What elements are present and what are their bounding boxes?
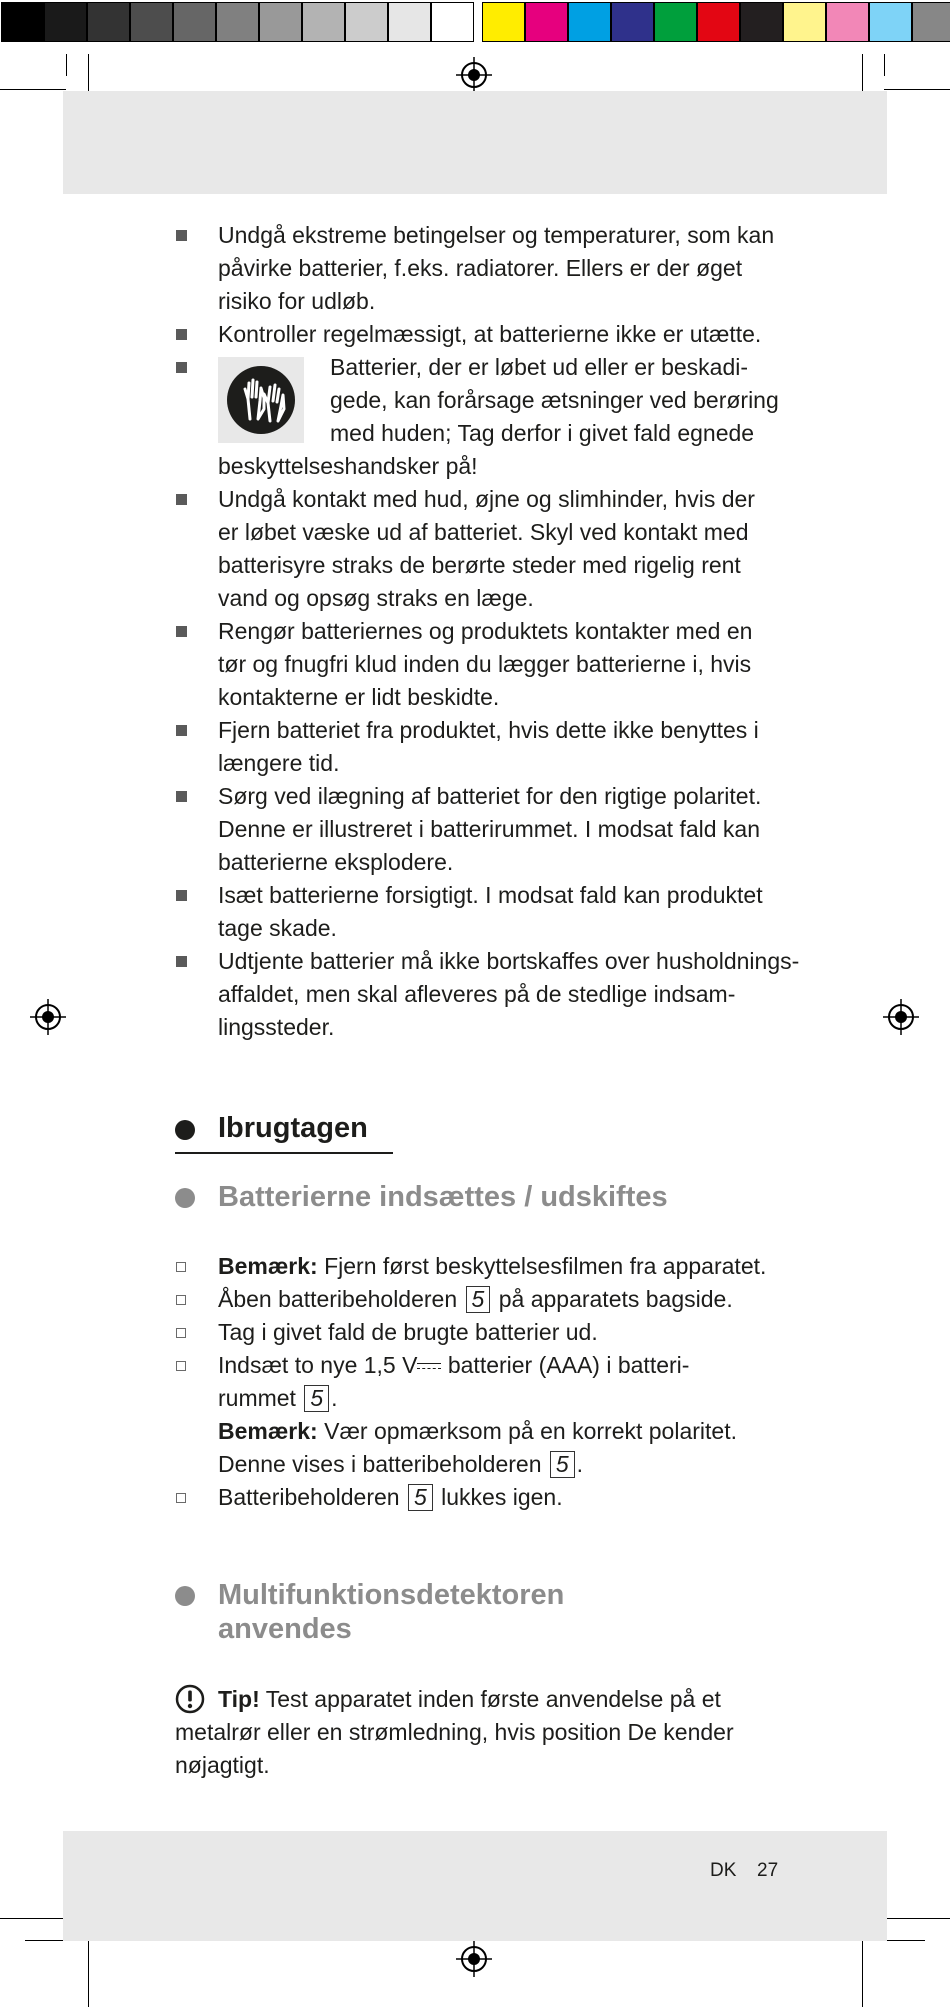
footer-language: DK (710, 1860, 737, 1881)
safety-note-line: risiko for udløb. (218, 288, 376, 314)
section-title-line: Multifunktionsdetektoren (218, 1579, 565, 1611)
bullet-square (176, 329, 187, 340)
note-text: Denne vises i batteribeholderen (218, 1451, 542, 1477)
step-3: Tag i givet fald de brugte batterier ud. (218, 1319, 598, 1345)
bullet-square (176, 230, 187, 241)
step-text: batterier (AAA) i batteri- (447, 1352, 690, 1378)
gloves-icon-box (218, 357, 304, 443)
registration-mark-icon (883, 999, 919, 1035)
bullet-square (176, 890, 187, 901)
tip-line (218, 1683, 721, 1716)
safety-note-line: er løbet væske ud af batteriet. Skyl ved kontakt med (218, 519, 749, 545)
gray-swatch (345, 2, 388, 42)
tip-line: metalrør eller en strømledning, hvis position De kender (175, 1719, 734, 1745)
page-number: 27 (757, 1860, 779, 1881)
footer-band (63, 1831, 887, 1941)
crop-mark (862, 1935, 863, 2007)
section-title-use (218, 1578, 564, 1646)
protective-gloves-icon (218, 357, 304, 443)
step-checkbox (176, 1295, 186, 1305)
step-5 (218, 1481, 563, 1514)
safety-note-line: Fjern batteriet fra produktet, hvis dette ikke benyttes i (218, 717, 759, 743)
dc-symbol-icon (417, 1362, 441, 1372)
safety-note-line: tør og fnugfri klud inden du lægger batterierne i, hvis (218, 651, 752, 677)
color-swatch (697, 2, 740, 42)
color-swatch (568, 2, 611, 42)
note-text: . (576, 1451, 584, 1477)
tip-text: Test apparatet inden første anvendelse på et (259, 1686, 721, 1712)
color-swatch (611, 2, 654, 42)
step-text: Åben batteribeholderen (218, 1286, 458, 1312)
part-reference: 5 (550, 1451, 575, 1478)
crop-mark (884, 54, 885, 76)
note-2-cont (218, 1448, 583, 1481)
crop-mark (884, 89, 950, 90)
safety-note-line: Kontroller regelmæssigt, at batterierne ikke er utætte. (218, 321, 762, 347)
section-title-line: anvendes (218, 1613, 352, 1645)
section-bullet (175, 1586, 195, 1606)
gray-swatch (87, 2, 130, 42)
safety-note-line: batterisyre straks de berørte steder med rigelig rent (218, 552, 741, 578)
note-label: Bemærk: (218, 1253, 318, 1279)
safety-note-line: med huden; Tag derfor i givet fald egnede (330, 420, 755, 446)
safety-note-line: batterierne eksplodere. (218, 849, 454, 875)
crop-mark (884, 1940, 925, 1941)
part-reference: 5 (304, 1385, 329, 1412)
crop-mark (884, 1918, 950, 1919)
color-swatch (525, 2, 568, 42)
gray-swatch (44, 2, 87, 42)
section-underline (175, 1152, 393, 1154)
part-reference: 5 (466, 1286, 491, 1313)
note-label: Bemærk: (218, 1418, 318, 1444)
color-swatch (869, 2, 912, 42)
step-checkbox (176, 1493, 186, 1503)
step-text: lukkes igen. (441, 1484, 563, 1510)
registration-mark-icon (456, 1941, 492, 1977)
safety-note-line: beskyttelseshandsker på! (218, 453, 478, 479)
safety-note-line: Undgå ekstreme betingelser og temperaturer, som kan (218, 222, 775, 248)
crop-mark (25, 1940, 66, 1941)
safety-note-line: lingssteder. (218, 1014, 335, 1040)
safety-note-line: påvirke batterier, f.eks. radiatorer. Ellers er der øget (218, 255, 743, 281)
safety-note-line: længere tid. (218, 750, 340, 776)
gray-swatch (388, 2, 431, 42)
gray-swatch (173, 2, 216, 42)
safety-note-line: Undgå kontakt med hud, øjne og slimhinder, hvis der (218, 486, 755, 512)
tip-line: nøjagtigt. (175, 1752, 270, 1778)
section-title-ibrugtagen: Ibrugtagen (218, 1112, 368, 1144)
bullet-square (176, 956, 187, 967)
crop-mark (0, 1918, 66, 1919)
color-swatch (654, 2, 697, 42)
color-swatch (783, 2, 826, 42)
gray-swatch (130, 2, 173, 42)
section-bullet (175, 1120, 195, 1140)
safety-note-line: kontakterne er lidt beskidte. (218, 684, 500, 710)
tip-label: Tip! (218, 1686, 260, 1712)
bullet-square (176, 725, 187, 736)
crop-mark (66, 54, 67, 76)
step-text: rummet (218, 1385, 296, 1411)
part-reference: 5 (408, 1484, 433, 1511)
color-swatch (482, 2, 525, 42)
color-swatch (740, 2, 783, 42)
step-text: på apparatets bagside. (498, 1286, 733, 1312)
color-swatch (912, 2, 950, 42)
safety-note-line: Rengør batteriernes og produktets kontakter med en (218, 618, 753, 644)
section-bullet (175, 1188, 195, 1208)
crop-mark (0, 89, 66, 90)
safety-note-line: Udtjente batterier må ikke bortskaffes over husholdnings- (218, 948, 800, 974)
step-checkbox (176, 1328, 186, 1338)
gray-swatch (259, 2, 302, 42)
safety-note-line: Sørg ved ilægning af batteriet for den rigtige polaritet. (218, 783, 762, 809)
section-title-batteries: Batterierne indsættes / udskiftes (218, 1181, 668, 1213)
step-4 (218, 1349, 689, 1382)
safety-note-line: tage skade. (218, 915, 337, 941)
exclamation-circle-icon (175, 1684, 205, 1714)
step-text: Indsæt to nye 1,5 V (218, 1352, 418, 1378)
registration-mark-icon (456, 57, 492, 93)
gray-swatch (431, 2, 474, 42)
safety-note-line: vand og opsøg straks en læge. (218, 585, 534, 611)
step-checkbox (176, 1262, 186, 1272)
step-text: . (331, 1385, 338, 1411)
safety-note-line: affaldet, men skal afleveres på de stedlige indsam- (218, 981, 736, 1007)
bullet-square (176, 626, 187, 637)
safety-note-line: gede, kan forårsage ætsninger ved berøring (330, 387, 779, 413)
crop-mark (88, 1935, 89, 2007)
safety-note-line: Isæt batterierne forsigtigt. I modsat fald kan produktet (218, 882, 763, 908)
step-1 (218, 1250, 766, 1283)
header-band (63, 91, 887, 194)
color-swatch (826, 2, 869, 42)
gray-swatch (1, 2, 44, 42)
step-4-cont (218, 1382, 338, 1415)
step-text: Batteribeholderen (218, 1484, 400, 1510)
note-2 (218, 1415, 737, 1448)
step-2 (218, 1283, 733, 1316)
gray-swatch (216, 2, 259, 42)
bullet-square (176, 494, 187, 505)
step-checkbox (176, 1361, 186, 1371)
note-text: Vær opmærksom på en korrekt polaritet. (317, 1418, 737, 1444)
bullet-square (176, 362, 187, 373)
gray-swatch (302, 2, 345, 42)
bullet-square (176, 791, 187, 802)
safety-note-line: Denne er illustreret i batterirummet. I modsat fald kan (218, 816, 761, 842)
registration-mark-icon (30, 999, 66, 1035)
step-text: Fjern først beskyttelsesfilmen fra apparatet. (317, 1253, 767, 1279)
safety-note-line: Batterier, der er løbet ud eller er beskadi- (330, 354, 749, 380)
color-calibration-strip (0, 0, 950, 44)
